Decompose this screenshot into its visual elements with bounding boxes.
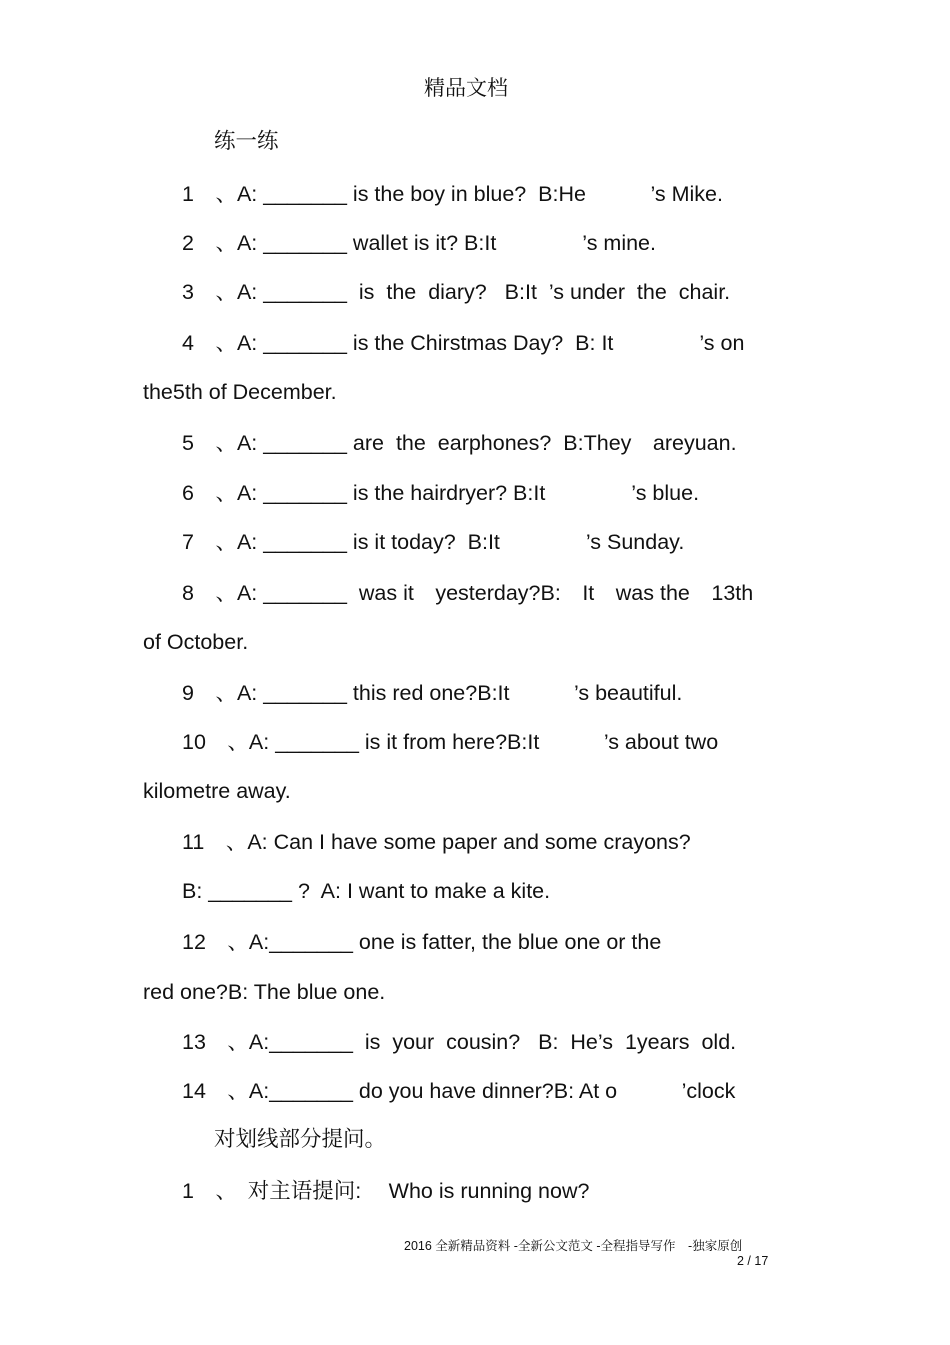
exercise-line-4: 4 、A: _______ is the Chirstmas Day? B: It ’s on — [182, 331, 745, 355]
page-footer-text: 2016 全新精品资料 -全新公文范文 -全程指导写作 -独家原创 — [404, 1239, 743, 1253]
page-number: 2 / 17 — [737, 1254, 769, 1268]
exercise-line-12-cont: red one?B: The blue one. — [143, 980, 386, 1004]
exercise-line-4-cont: the5th of December. — [143, 380, 337, 404]
exercise-line-7: 7 、A: _______ is it today? B:It ’s Sunday. — [182, 530, 685, 554]
exercise-line-11-b: B: _______ ? A: I want to make a kite. — [182, 879, 551, 903]
exercise-line-12: 12 、A:_______ one is fatter, the blue one or the — [182, 930, 662, 954]
question-line-1: 1 、 对主语提问: Who is running now? — [182, 1179, 590, 1203]
exercise-line-8: 8 、A: _______ was it yesterday?B: It was the 13th — [182, 581, 754, 605]
subsection-title: 对划线部分提问。 — [214, 1127, 387, 1152]
exercise-line-13: 13 、A:_______ is your cousin? B: He’s 1years old. — [182, 1030, 737, 1054]
exercise-line-1: 1 、A: _______ is the boy in blue? B:He ’s Mike. — [182, 182, 723, 206]
exercise-line-10-cont: kilometre away. — [143, 779, 291, 803]
exercise-line-11: 11 、A: Can I have some paper and some crayons? — [182, 830, 691, 854]
section-title: 练一练 — [214, 129, 279, 154]
exercise-line-8-cont: of October. — [143, 630, 249, 654]
exercise-line-5: 5 、A: _______ are the earphones? B:They areyuan. — [182, 431, 737, 455]
exercise-line-9: 9 、A: _______ this red one?B:It ’s beautiful. — [182, 681, 683, 705]
page-header-title: 精品文档 — [424, 76, 508, 100]
exercise-line-2: 2 、A: _______ wallet is it? B:It ’s mine. — [182, 231, 656, 255]
exercise-line-14: 14 、A:_______ do you have dinner?B: At o ’clock — [182, 1079, 736, 1103]
exercise-line-3: 3 、A: _______ is the diary? B:It ’s under the chair. — [182, 280, 731, 304]
exercise-line-6: 6 、A: _______ is the hairdryer? B:It ’s blue. — [182, 481, 700, 505]
exercise-line-10: 10 、A: _______ is it from here?B:It ’s about two — [182, 730, 719, 754]
